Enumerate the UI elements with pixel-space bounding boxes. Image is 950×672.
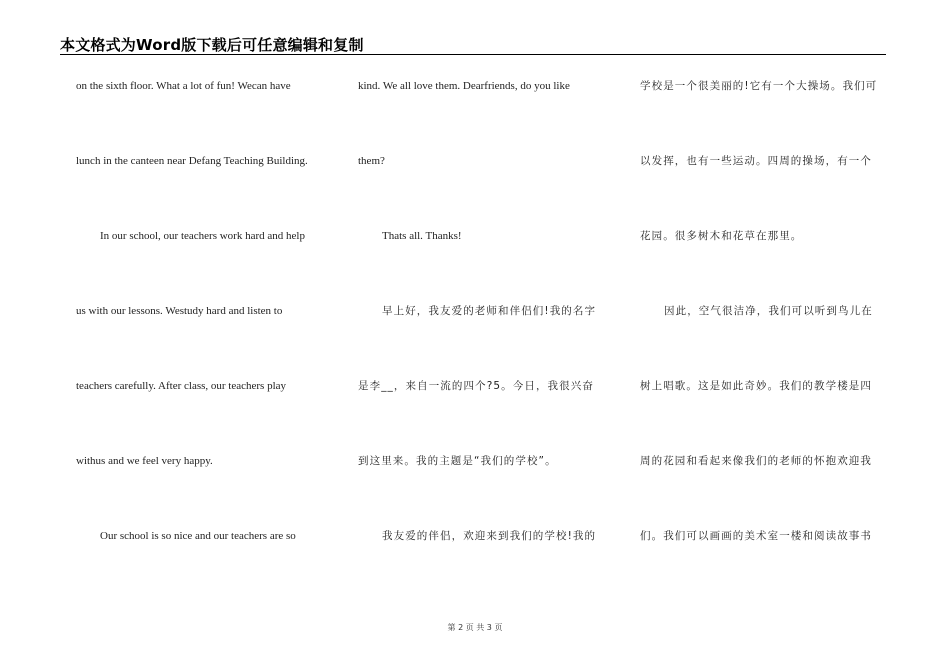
text-line: 树上唱歌。这是如此奇妙。我们的教学楼是四 bbox=[640, 380, 872, 392]
text-line: 花园。很多树木和花草在那里。 bbox=[640, 230, 803, 242]
text-line: 们。我们可以画画的美术室一楼和阅读故事书 bbox=[640, 530, 872, 542]
text-column-1 bbox=[76, 60, 326, 590]
text-line: 因此，空气很洁净，我们可以听到鸟儿在 bbox=[664, 305, 873, 317]
text-line: 学校是一个很美丽的!它有一个大操场。我们可 bbox=[640, 80, 878, 92]
text-column-3 bbox=[640, 60, 884, 590]
text-column-2 bbox=[358, 60, 608, 590]
text-line: 是李__，来自一流的四个?5。今日，我很兴奋 bbox=[358, 380, 594, 392]
text-line: 到这里来。我的主题是“我们的学校”。 bbox=[358, 455, 557, 467]
header-divider bbox=[60, 54, 886, 55]
text-line: withus and we feel very happy. bbox=[76, 455, 213, 467]
text-line: 以发挥，也有一些运动。四周的操场，有一个 bbox=[640, 155, 872, 167]
text-line: us with our lessons. Westudy hard and listen to bbox=[76, 305, 283, 317]
text-line: teachers carefully. After class, our teachers play bbox=[76, 380, 287, 392]
page-number: 第 2 页 共 3 页 bbox=[447, 623, 503, 632]
text-line: Our school is so nice and our teachers are so bbox=[100, 530, 296, 542]
text-line: 周的花园和看起来像我们的老师的怀抱欢迎我 bbox=[640, 455, 872, 467]
text-line: lunch in the canteen near Defang Teaching Building. bbox=[76, 155, 308, 167]
text-line: 早上好，我友爱的老师和伴侣们!我的名字 bbox=[382, 305, 597, 317]
text-line: 我友爱的伴侣，欢迎来到我们的学校!我的 bbox=[382, 530, 597, 542]
text-line: In our school, our teachers work hard and help bbox=[100, 230, 305, 242]
document-header-title: 本文格式为Word版下载后可任意编辑和复制 bbox=[60, 36, 364, 54]
text-line: Thats all. Thanks! bbox=[382, 230, 462, 242]
text-line: them? bbox=[358, 155, 385, 167]
text-line: on the sixth floor. What a lot of fun! Wecan have bbox=[76, 80, 291, 92]
text-line: kind. We all love them. Dearfriends, do you like bbox=[358, 80, 570, 92]
